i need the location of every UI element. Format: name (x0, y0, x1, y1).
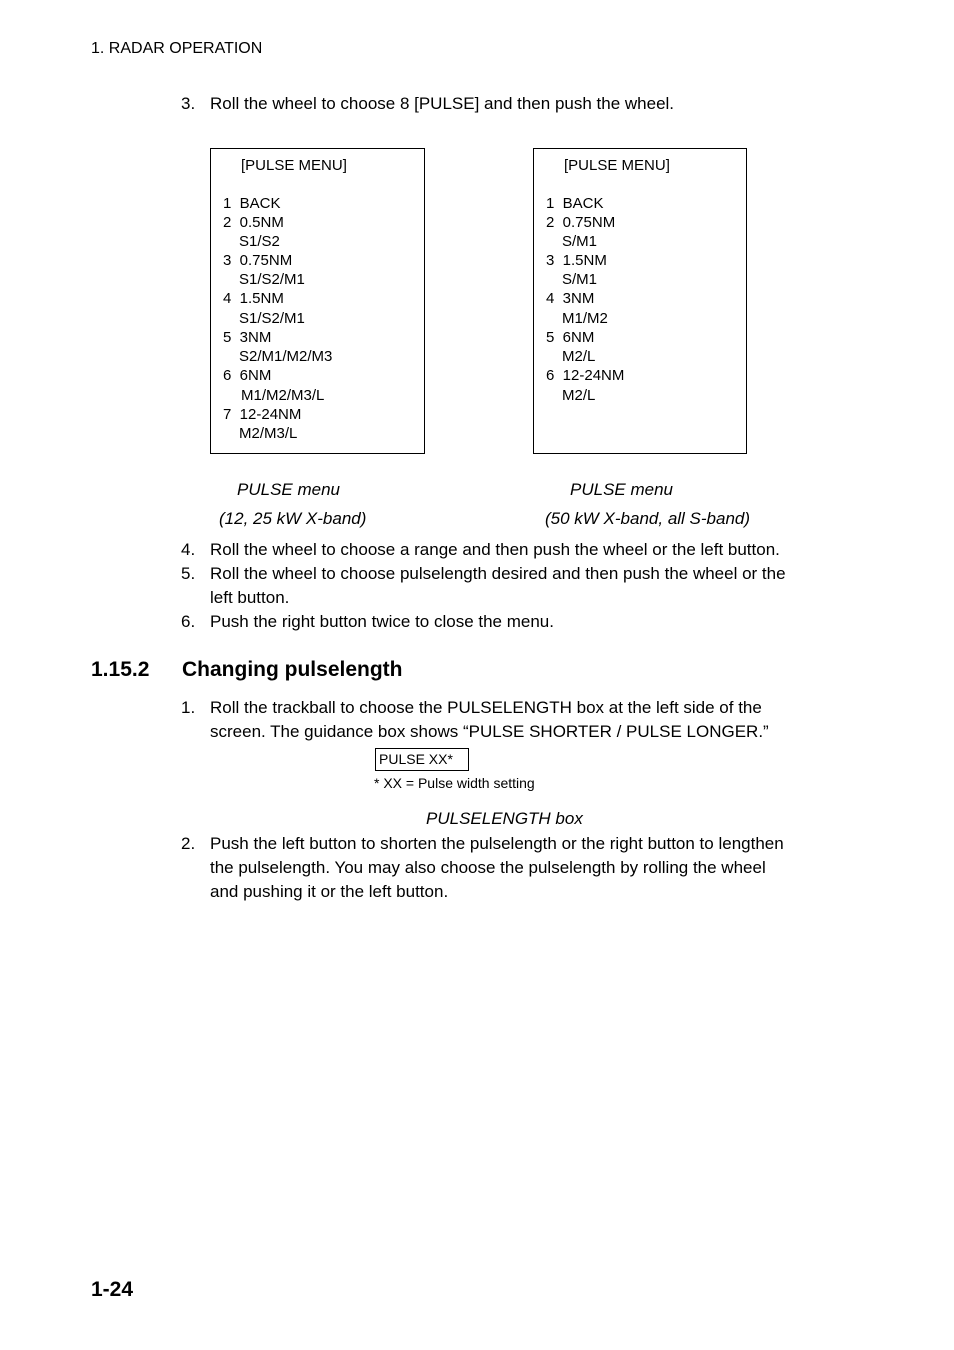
menu-line: M2/M3/L (239, 425, 298, 442)
menu-line: S1/S2/M1 (239, 310, 305, 327)
menu-line: 4 3NM (546, 290, 595, 307)
step-text-line: the pulselength. You may also choose the pulselength by rolling the wheel (210, 858, 766, 877)
menu-line: 6 12-24NM (546, 367, 625, 384)
menu-line: M1/M2 (562, 310, 608, 327)
page-number: 1-24 (91, 1278, 134, 1301)
step-number: 1. (181, 698, 196, 717)
pulse-footnote: * XX = Pulse width setting (374, 775, 535, 791)
step-4 (181, 538, 861, 562)
menu-line: 6 6NM (223, 367, 272, 384)
menu-line: S/M1 (562, 233, 598, 250)
menu-line: 2 0.75NM (546, 214, 616, 231)
menu-line: M1/M2/M3/L (241, 387, 325, 404)
menu-line: S1/S2 (239, 233, 280, 250)
figure-caption-sub: (50 kW X-band, all S-band) (545, 509, 751, 528)
step-text-line: and pushing it or the left button. (210, 882, 449, 901)
menu-line: 5 3NM (223, 329, 272, 346)
pulse-menu-box-2 (533, 148, 747, 454)
section-number: 1.15.2 (91, 658, 150, 681)
step-number: 2. (181, 834, 196, 853)
menu-line: S2/M1/M2/M3 (239, 348, 333, 365)
step-number: 4. (181, 540, 196, 559)
step-text: Push the right button twice to close the menu. (210, 612, 554, 631)
menu-title: [PULSE MENU] (564, 157, 670, 174)
figure-caption: PULSE menu (570, 480, 673, 499)
menu-title: [PULSE MENU] (241, 157, 347, 174)
figure-caption-sub: (12, 25 kW X-band) (219, 509, 367, 528)
step-6 (181, 610, 861, 634)
step-text-line: Push the left button to shorten the pulselength or the right button to lengthen (210, 834, 784, 853)
pulse-menu-box-1 (210, 148, 425, 454)
menu-line: 1 BACK (223, 195, 281, 212)
menu-line: S/M1 (562, 271, 598, 288)
menu-line: 2 0.5NM (223, 214, 284, 231)
section-step-1 (181, 696, 861, 744)
menu-line: 3 1.5NM (546, 252, 607, 269)
step-text-line: Roll the trackball to choose the PULSELENGTH box at the left side of the (210, 698, 762, 717)
step-text: Roll the wheel to choose 8 [PULSE] and then push the wheel. (210, 94, 675, 113)
section-step-2 (181, 832, 861, 904)
step-text: Roll the wheel to choose a range and then push the wheel or the left button. (210, 540, 780, 559)
step-number: 6. (181, 612, 196, 631)
step-text-line: Roll the wheel to choose pulselength desired and then push the wheel or the (210, 564, 786, 583)
step-number: 3. (181, 94, 196, 113)
menu-line: 5 6NM (546, 329, 595, 346)
step-number: 5. (181, 564, 196, 583)
figure-caption: PULSE menu (237, 480, 340, 499)
step-5 (181, 562, 861, 610)
step-text-line: left button. (210, 588, 290, 607)
pulselength-box: PULSE XX* (375, 748, 469, 771)
menu-line: 4 1.5NM (223, 290, 284, 307)
menu-line: 1 BACK (546, 195, 604, 212)
section-title: Changing pulselength (182, 658, 403, 681)
menu-line: 3 0.75NM (223, 252, 293, 269)
menu-line: 7 12-24NM (223, 406, 302, 423)
pulselength-caption: PULSELENGTH box (426, 809, 583, 828)
menu-line: S1/S2/M1 (239, 271, 305, 288)
menu-line: M2/L (562, 387, 596, 404)
step-text-line: screen. The guidance box shows “PULSE SHORTER / PULSE LONGER.” (210, 722, 769, 741)
running-header: 1. RADAR OPERATION (91, 40, 263, 57)
menu-line: M2/L (562, 348, 596, 365)
